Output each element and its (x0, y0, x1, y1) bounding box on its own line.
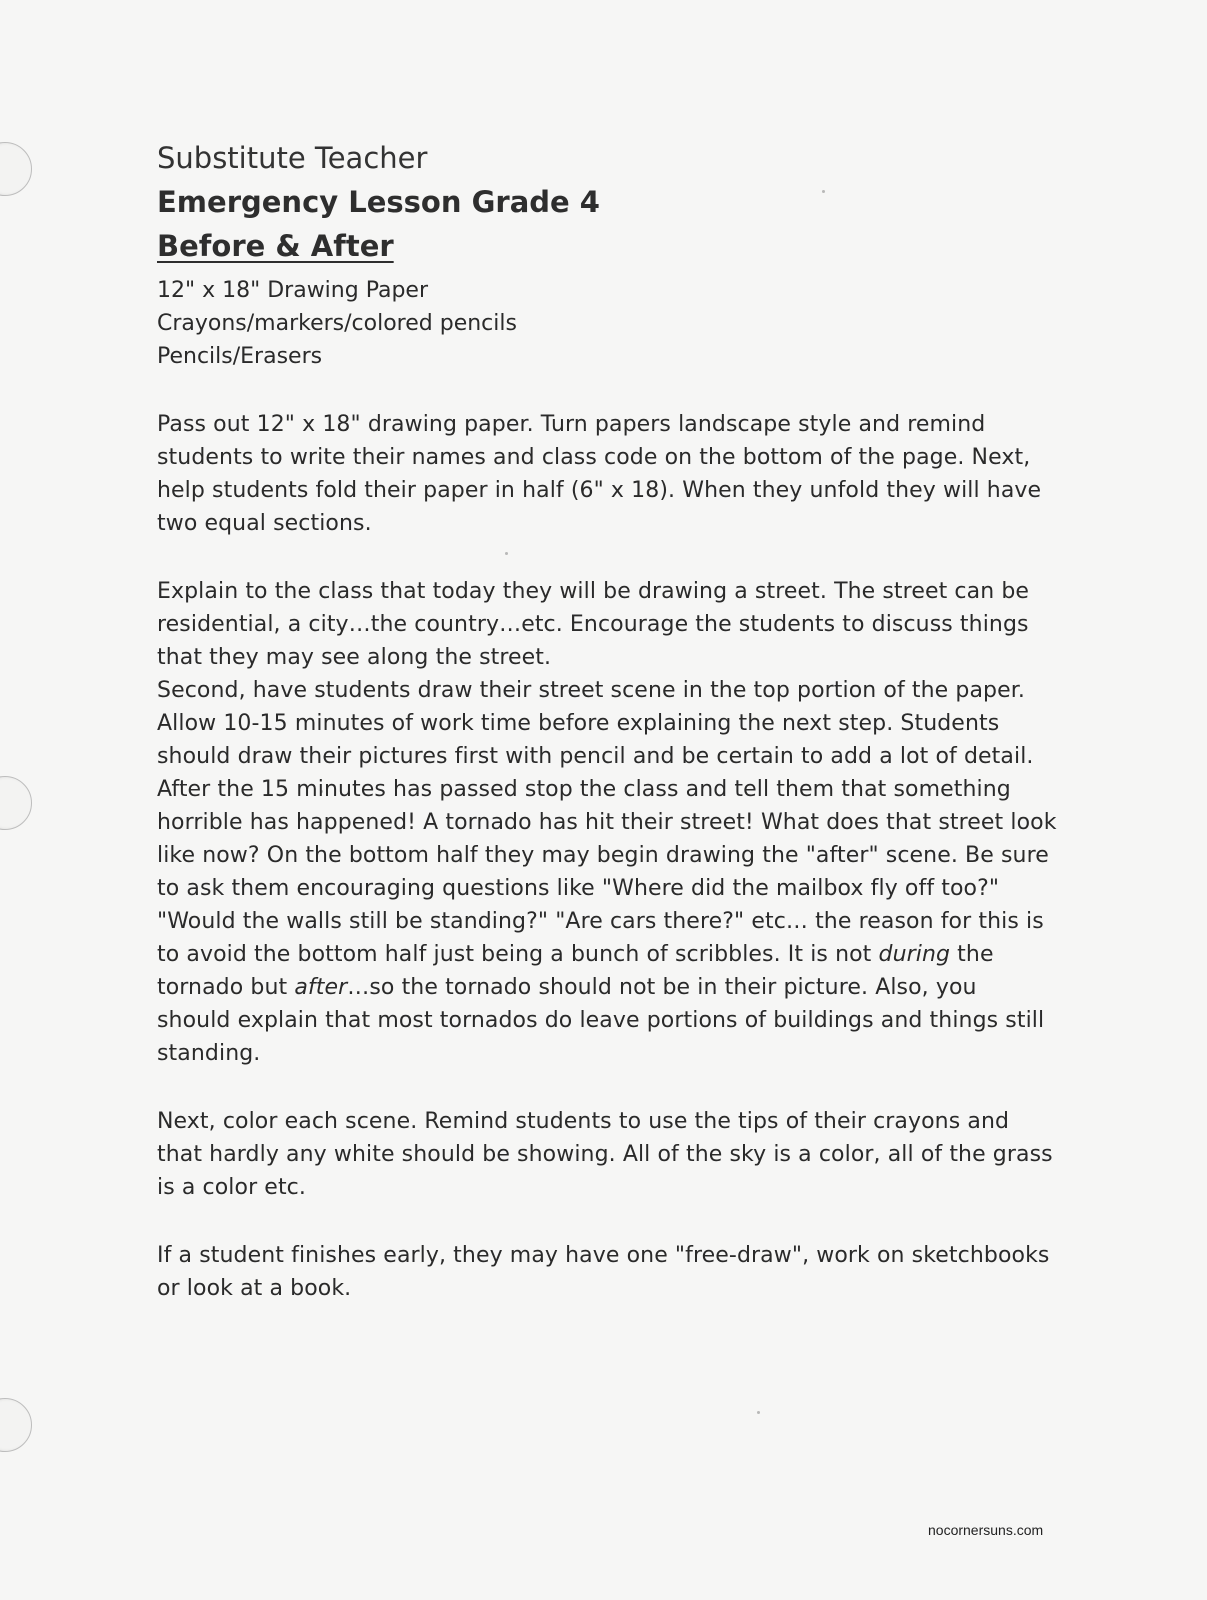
materials-list (157, 274, 1057, 373)
emphasis-during: during (878, 942, 951, 967)
punch-hole-middle (0, 776, 32, 830)
instruction-paragraph-1: Pass out 12" x 18" drawing paper. Turn papers landscape style and remind students to write their names and class code on the bottom of the page. Next, help students fold their paper in half (6" x 18). When they unfold they will have two equal sections. (157, 412, 1042, 536)
instruction-paragraph-3: Second, have students draw their street scene in the top portion of the paper. Allow 10-15 minutes of work time before explaining the next step. Students should draw their pictures first with pencil and be certain to add a lot of detail. (157, 678, 1034, 769)
instruction-paragraph-6: If a student finishes early, they may have one "free-draw", work on sketchbooks or look at a book. (157, 1243, 1050, 1301)
instruction-paragraph-5: Next, color each scene. Remind students to use the tips of their crayons and that hardly any white should be showing. All of the sky is a color, all of the grass is a color etc. (157, 1109, 1053, 1200)
paragraph-4-text: the tornado but (157, 942, 994, 1000)
materials-item: Crayons/markers/colored pencils (157, 311, 517, 336)
lesson-title: Emergency Lesson Grade 4 (157, 185, 600, 219)
paragraph-4-text: After the 15 minutes has passed stop the class and tell them that something horrible has happened! A tornado has hit their street! What does that street look like now? On the bottom half they may begin drawing the "after" scene. Be sure to ask them encouraging questions like "Where did the mailbox fly off too?" "Would the walls still be standing?" "Are cars there?" etc… the reason for this is to avoid the bottom half just being a bunch of scribbles. It is not (157, 777, 1057, 967)
instruction-paragraph-4 (157, 773, 1057, 1070)
lesson-subtitle: Before & After (157, 229, 394, 263)
materials-item: 12" x 18" Drawing Paper (157, 278, 429, 303)
punch-hole-top (0, 142, 32, 196)
lesson-content (157, 136, 1057, 1305)
scan-speck (757, 1411, 760, 1414)
source-website: nocornersuns.com (928, 1522, 1044, 1538)
instruction-paragraph-2: Explain to the class that today they will be drawing a street. The street can be residential, a city…the country…etc. Encourage the students to discuss things that they may see along the street. (157, 579, 1030, 670)
materials-item: Pencils/Erasers (157, 344, 323, 369)
paragraph-4-text: …so the tornado should not be in their picture. Also, you should explain that most tornados do leave portions of buildings and things still standing. (157, 975, 1045, 1066)
punch-hole-bottom (0, 1398, 32, 1452)
document-heading: Substitute Teacher (157, 141, 428, 175)
emphasis-after: after (294, 975, 348, 1000)
